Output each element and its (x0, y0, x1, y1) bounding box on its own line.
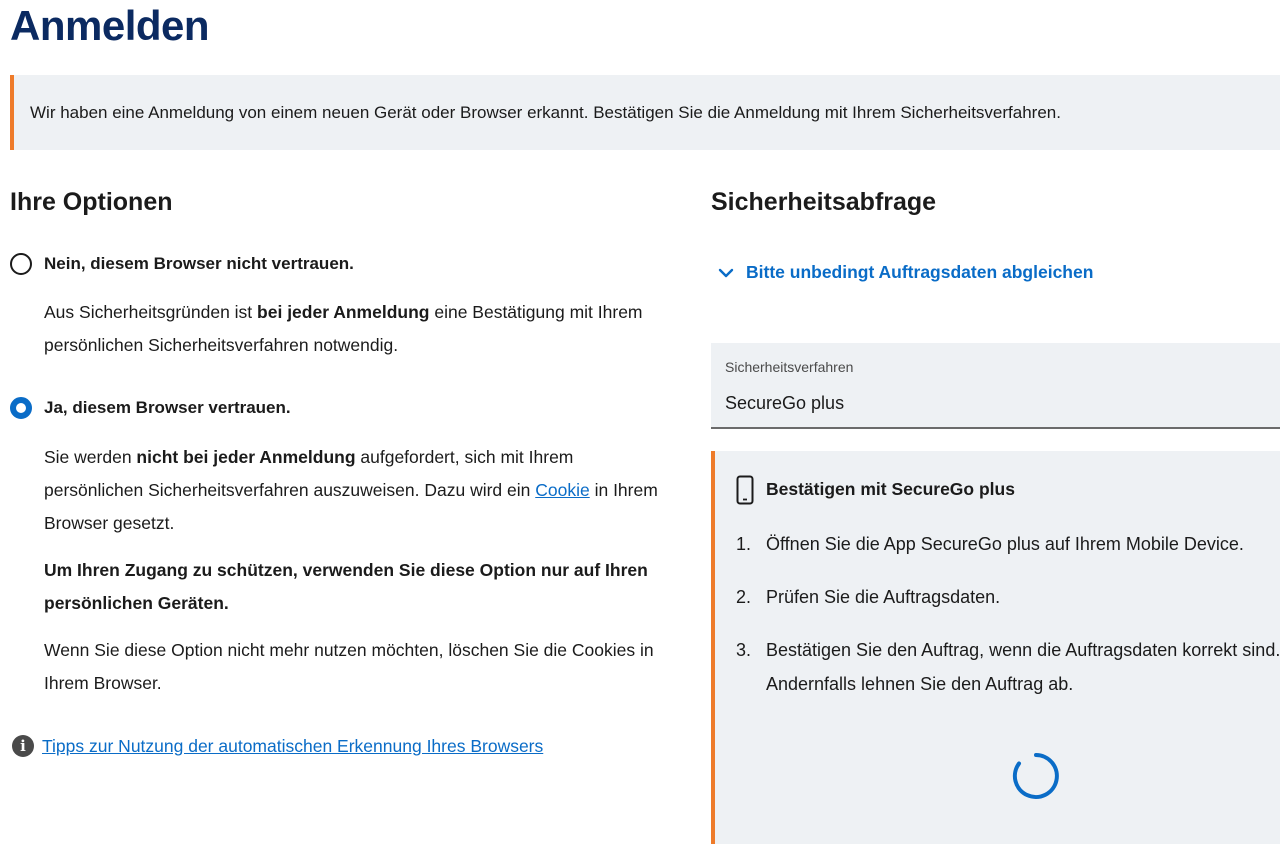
step-text: Bestätigen Sie den Auftrag, wenn die Auftragsdaten korrekt sind. Andernfalls lehnen Sie den Auftrag ab. (766, 640, 1280, 694)
info-icon: i (12, 735, 34, 757)
smartphone-icon (736, 475, 754, 505)
no-trust-desc-bold: bei jeder Anmeldung (257, 302, 430, 322)
step-item (736, 527, 1280, 561)
step-text: Öffnen Sie die App SecureGo plus auf Ihrem Mobile Device. (766, 534, 1244, 554)
options-heading: Ihre Optionen (10, 188, 173, 216)
trust-desc-bold: nicht bei jeder Anmeldung (136, 447, 356, 467)
loading-spinner-icon (1011, 751, 1061, 801)
radio-no-trust-label: Nein, diesem Browser nicht vertrauen. (44, 254, 354, 273)
radio-no-trust[interactable] (10, 253, 354, 275)
order-data-expander[interactable] (716, 262, 1093, 283)
security-method-label: Sicherheitsverfahren (725, 359, 854, 375)
trust-description (44, 441, 664, 540)
no-trust-desc-2: eine Bestätigung mit Ihrem persönlichen Sicherheitsverfahren notwendig. (44, 302, 643, 355)
radio-trust[interactable] (10, 397, 291, 419)
radio-unchecked-icon[interactable] (10, 253, 32, 275)
page-title: Anmelden (10, 2, 210, 49)
cookie-link[interactable]: Cookie (535, 480, 590, 500)
panel-title: Bestätigen mit SecureGo plus (766, 479, 1015, 499)
device-notice (10, 75, 1280, 150)
trust-desc-3: in Ihrem Browser gesetzt. (44, 480, 658, 533)
step-text: Prüfen Sie die Auftragsdaten. (766, 587, 1001, 607)
step-number: 2. (736, 587, 752, 607)
cookie-hint: Wenn Sie diese Option nicht mehr nutzen möchten, löschen Sie die Cookies in Ihrem Browser. (44, 640, 654, 693)
step-item (736, 580, 1280, 614)
notice-text: Wir haben eine Anmeldung von einem neuen Gerät oder Browser erkannt. Bestätigen Sie die Anmeldung mit Ihrem Sicherheitsverfahren. (30, 102, 1061, 122)
security-heading: Sicherheitsabfrage (711, 188, 937, 216)
no-trust-desc-1: Aus Sicherheitsgründen ist (44, 302, 258, 322)
securego-confirm-panel (711, 451, 1280, 844)
tips-row (12, 735, 543, 757)
radio-checked-icon[interactable] (10, 397, 32, 419)
tips-link[interactable]: Tipps zur Nutzung der automatischen Erkennung Ihres Browsers (42, 735, 544, 756)
step-number: 1. (736, 534, 752, 554)
trust-warning: Um Ihren Zugang zu schützen, verwenden Sie diese Option nur auf Ihren persönlichen Geräten. (44, 560, 648, 613)
trust-desc-1: Sie werden (44, 447, 137, 467)
expander-label: Bitte unbedingt Auftragsdaten abgleichen (746, 262, 1094, 282)
security-method-select[interactable] (711, 343, 1280, 429)
security-method-value: SecureGo plus (725, 393, 845, 413)
step-number: 3. (736, 640, 752, 660)
chevron-down-icon (716, 263, 736, 283)
trust-desc-2: aufgefordert, sich mit Ihrem persönlichen Sicherheitsverfahren auszuweisen. Dazu wird ein (44, 447, 574, 500)
radio-trust-label: Ja, diesem Browser vertrauen. (44, 398, 291, 417)
step-item (736, 633, 1280, 701)
no-trust-description (44, 296, 664, 362)
